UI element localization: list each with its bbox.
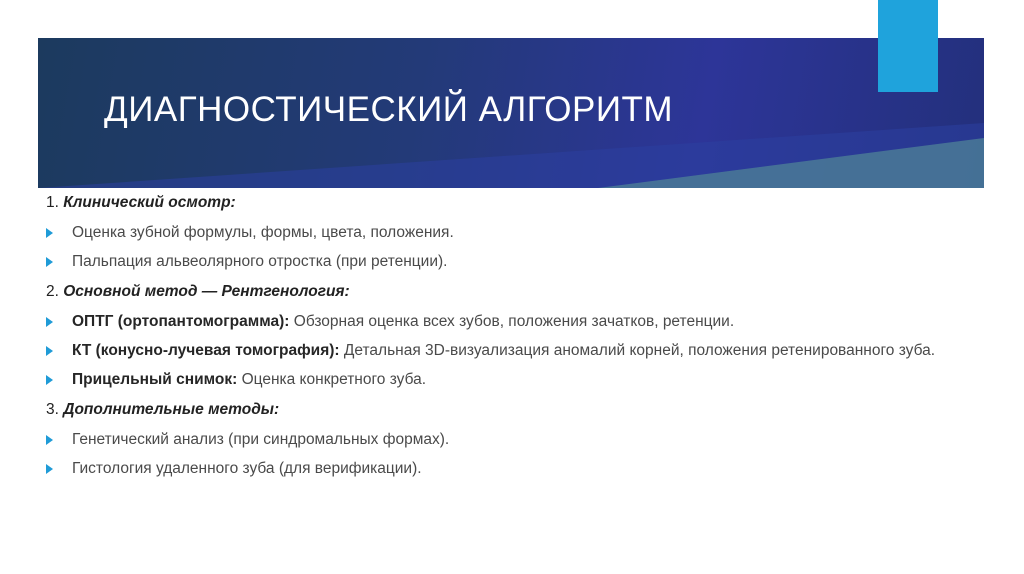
section-heading-additional bbox=[46, 400, 976, 420]
item-text: Оценка конкретного зуба. bbox=[237, 371, 427, 388]
list-item bbox=[46, 313, 976, 331]
item-text: Детальная 3D-визуализация аномалий корней, положения ретенированного зуба. bbox=[339, 342, 936, 359]
slide-title: ДИАГНОСТИЧЕСКИЙ АЛГОРИТМ bbox=[104, 90, 674, 129]
section-number: 1. bbox=[46, 194, 59, 211]
item-text: Обзорная оценка всех зубов, положения зачатков, ретенции. bbox=[289, 313, 735, 330]
item-text: Генетический анализ (при синдромальных формах). bbox=[72, 431, 450, 448]
section-number: 2. bbox=[46, 283, 59, 300]
list-item bbox=[46, 342, 976, 360]
triangle-bullet-icon bbox=[46, 346, 53, 356]
section-number: 3. bbox=[46, 401, 59, 418]
triangle-bullet-icon bbox=[46, 257, 53, 267]
section-heading-radiology bbox=[46, 282, 976, 302]
item-term: ОПТГ (ортопантомограмма): bbox=[72, 313, 290, 330]
list-item bbox=[46, 460, 976, 478]
list-item bbox=[46, 371, 976, 389]
section-name: Клинический осмотр: bbox=[63, 194, 236, 211]
section-heading-clinical bbox=[46, 193, 976, 213]
list-item bbox=[46, 224, 976, 242]
item-term: КТ (конусно-лучевая томография): bbox=[72, 342, 340, 359]
triangle-bullet-icon bbox=[46, 228, 53, 238]
item-text: Оценка зубной формулы, формы, цвета, положения. bbox=[72, 224, 454, 241]
item-text: Гистология удаленного зуба (для верификации). bbox=[72, 460, 422, 477]
triangle-bullet-icon bbox=[46, 375, 53, 385]
list-item bbox=[46, 431, 976, 449]
list-item bbox=[46, 253, 976, 271]
section-name: Основной метод — Рентгенология: bbox=[63, 283, 350, 300]
section-name: Дополнительные методы: bbox=[63, 401, 280, 418]
triangle-bullet-icon bbox=[46, 435, 53, 445]
item-text: Пальпация альвеолярного отростка (при ретенции). bbox=[72, 253, 448, 270]
accent-tab bbox=[878, 0, 938, 92]
triangle-bullet-icon bbox=[46, 464, 53, 474]
slide-content bbox=[46, 193, 976, 489]
item-term: Прицельный снимок: bbox=[72, 371, 238, 388]
triangle-bullet-icon bbox=[46, 317, 53, 327]
